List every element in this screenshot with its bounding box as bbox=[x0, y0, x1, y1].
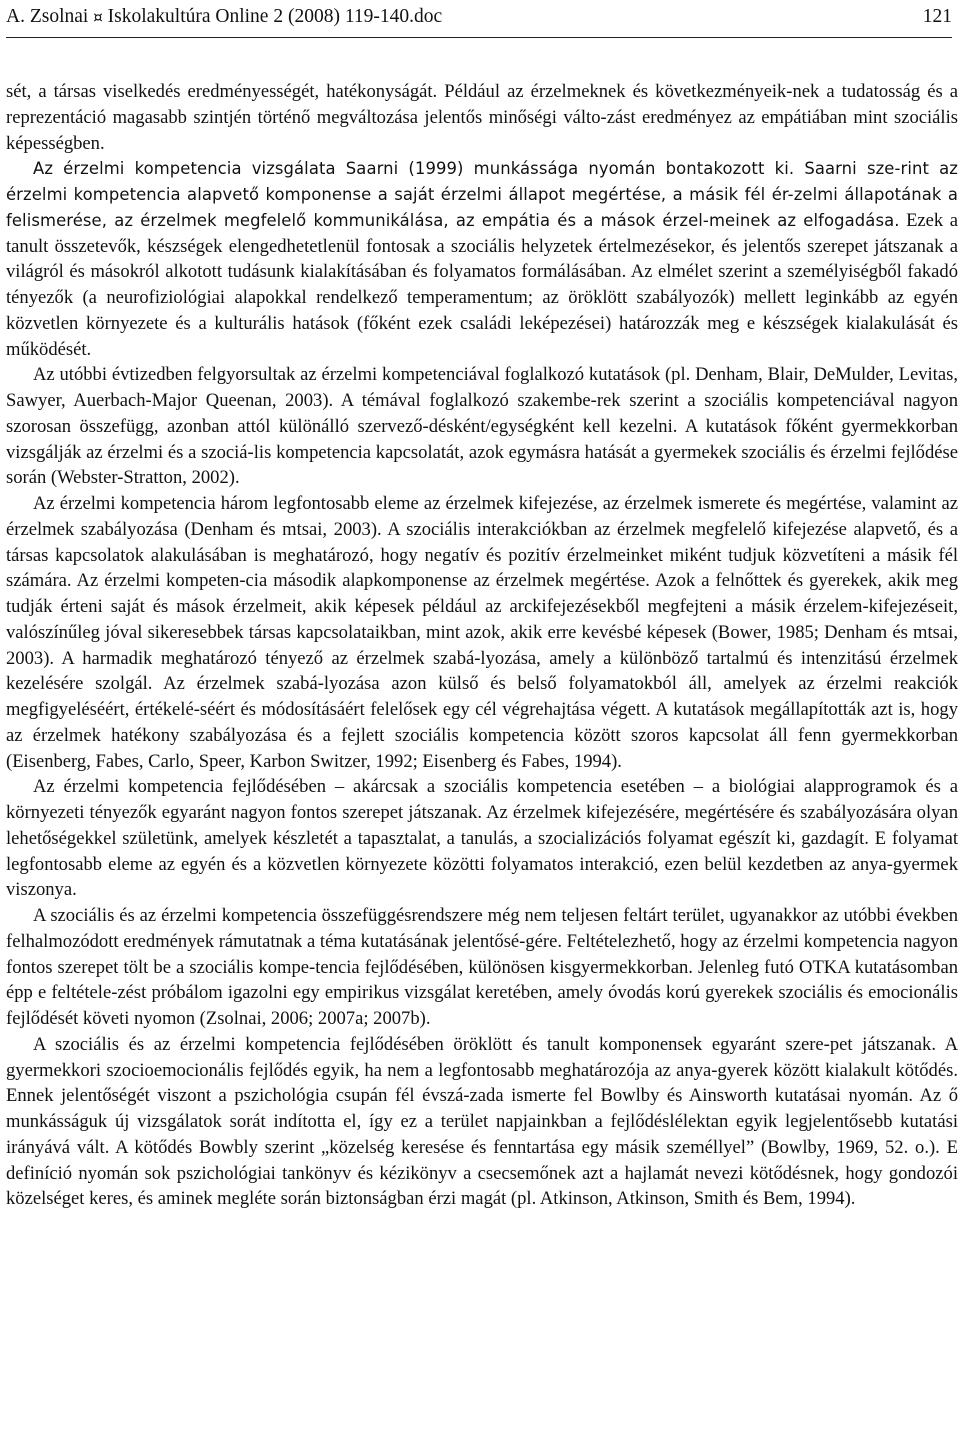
paragraph-3: Az utóbbi évtizedben felgyorsultak az érzelmi kompetenciával foglalkozó kutatások (pl. Denham, Blair, DeMulder, Levitas, Sawyer, Auerbach-Major Queenan, 2003). A témával foglalkozó szakembe-rek szerint a szociális kompetenciával nagyon szorosan összefügg, azonban attól különálló szervező-désként/egységként kell kezelni. A kutatások főként gyermekkorban vizsgálják az érzelmi és a szociá-lis kompetencia kapcsolatát, azok egymásra hatását a gyermekek szociális és érzelmi fejlődése során (Webster-Stratton, 2002). bbox=[6, 364, 958, 489]
paragraph-2 bbox=[6, 156, 958, 362]
paragraph-4: Az érzelmi kompetencia három legfontosabb eleme az érzelmek kifejezése, az érzelmek ismerete és megértése, valamint az érzelmek szabályozása (Denham és mtsai, 2003). A szociális interakciókban az érzelmek megfelelő kifejezése alapvető, és a társas kapcsolatok alakulásában is meghatározó, hogy negatív és pozitív érzelmeinket miként tudjuk közvetíteni a másik fél számára. Az érzelmi kompeten-cia második alapkomponense az érzelmek megértése. Azok a felnőttek és gyerekek, akik meg tudják érteni saját és mások érzelmeit, akik képesek például az arckifejezésekből megfejteni a másik érzelem-kifejezéseit, valószínűleg jóval sikeresebbek társas kapcsolataikban, mint azok, akik erre kevésbé képesek (Bower, 1985; Denham és mtsai, 2003). A harmadik meghatározó tényező az érzelmek szabá-lyozása, amely a különböző tartalmú és intenzitású érzelmek kezelésére szolgál. Az érzelmek szabá-lyozása azon külső és belső folyamatokból áll, amelyek az érzelmi reakciók megfigyeléséért, értékelé-séért és módosításáért felelősek egy cél végrehajtása végett. A kutatások megállapították azt is, hogy az érzelmek hatékony szabályozása és a fejlett szociális kompetencia között szoros kapcsolat áll fenn gyermekkorban (Eisenberg, Fabes, Carlo, Speer, Karbon Switzer, 1992; Eisenberg és Fabes, 1994). bbox=[6, 493, 958, 772]
paragraph-1-sentence-2: Például az érzelmeknek és következményeik-nek a tudatosság és a reprezentáció magasabb szintjén történő megváltozása jelentős minőségi válto-zást eredményez az empátiában mint szociális képességben. bbox=[6, 81, 958, 154]
page-number: 121 bbox=[922, 6, 952, 27]
header-separator-icon: ¤ bbox=[93, 8, 103, 26]
paragraph-5: Az érzelmi kompetencia fejlődésében – akárcsak a szociális kompetencia esetében – a biológiai alapprogramok és a környezeti tényezők egyaránt nagyon fontos szerepet játszanak. Az érzelmek kifejezésére, megértésére és szabályozására olyan lehetőségekkel születünk, amelyek készletét a tapasztalat, a tanulás, a szocializációs folyamat egészít ki, gazdagít. E folyamat legfontosabb eleme az egyén és a közvetlen környezete közötti folyamatos interakció, ezen belül kezdetben az anya-gyermek viszonya. bbox=[6, 776, 958, 901]
paragraph-6: A szociális és az érzelmi kompetencia összefüggésrendszere még nem teljesen feltárt terület, ugyanakkor az utóbbi években felhalmozódott eredmények rámutatnak a téma kutatásának jelentősé-gére. Feltételezhető, hogy az érzelmi kompetencia nagyon fontos szerepet tölt be a szociális kompe-tencia fejlődésében, különösen kisgyermekkorban. Jelenleg futó OTKA kutatásomban épp e feltétele-zést próbálom igazolni egy empirikus vizsgálat keretében, amely óvodás korú gyerekek szociális és emocionális fejlődését követi nyomon (Zsolnai, 2006; 2007a; 2007b). bbox=[6, 905, 959, 1029]
header-journal: Iskolakultúra Online 2 (2008) 119-140.doc bbox=[107, 6, 443, 27]
document-body bbox=[6, 79, 958, 1212]
header-left bbox=[6, 5, 442, 29]
paragraph-7: A szociális és az érzelmi kompetencia fejlődésében öröklött és tanult komponensek egyaránt szere-pet játszanak. A gyermekkori szocioemocionális fejlődés egyik, ha nem a legfontosabb meghatározója az anya-gyerek között kialakult kötődés. Ennek jelentőségét viszont a pszichológia csupán fél évszá-zada ismerte fel Bowlby és Ainsworth kutatásai nyomán. Az ő munkásságuk új vizsgálatok sorát indította el, így ez a terület napjainkban a fejlődéslélektan egyik legjelentősebb kutatási irányává vált. A kötődés Bowbly szerint „közelség keresése és fenntartása egy másik személlyel” (Bowlby, 1969, 52. o.). E definíció nyomán sok pszichológiai tankönyv és kézikönyv a csecsemőnek azt a hajlamát nevezi kötődésnek, hogy gondozói közelséget keres, és aminek megléte során biztonságban érzi magát (pl. Atkinson, Atkinson, Smith és Bem, 1994). bbox=[6, 1033, 958, 1210]
paragraph-1-sentence-1: sét, a társas viselkedés eredményességét, hatékonyságát. bbox=[6, 81, 445, 102]
paragraph-2-lead: Az érzelmi kompetencia vizsgálata Saarni (1999) munkássága nyomán bontakozott ki. Saarni sze-rint az érzelmi kompetencia alapvető komponense a saját érzelmi állapot megértése, a másik fél ér-zelmi állapotának a felismerése, az érzelmek megfelelő kommunikálása, az empátia és a mások érzel-meinek az elfogadása. bbox=[6, 159, 958, 230]
paragraph-2-rest: Ezek a tanult összetevők, készségek elengedhetetlenül fontosak a szociális helyzetek értelmezésekor, és jelentős szerepet játszanak a világról és másokról alkotott tudásunk kialakításában és folyamatos formálásában. Az elmélet szerint a személyiségből fakadó tényezők (a neurofiziológiai alapokkal rendelkező temperamentum; az öröklött szabályozók) mellett leginkább az egyén közvetlen környezete és a kulturális hatások (főként ezek családi leképezései) határozzák meg e készségek kialakulását és működését. bbox=[6, 209, 958, 360]
paragraph-1 bbox=[6, 79, 958, 156]
running-header bbox=[6, 0, 952, 38]
header-author: A. Zsolnai bbox=[6, 6, 89, 27]
